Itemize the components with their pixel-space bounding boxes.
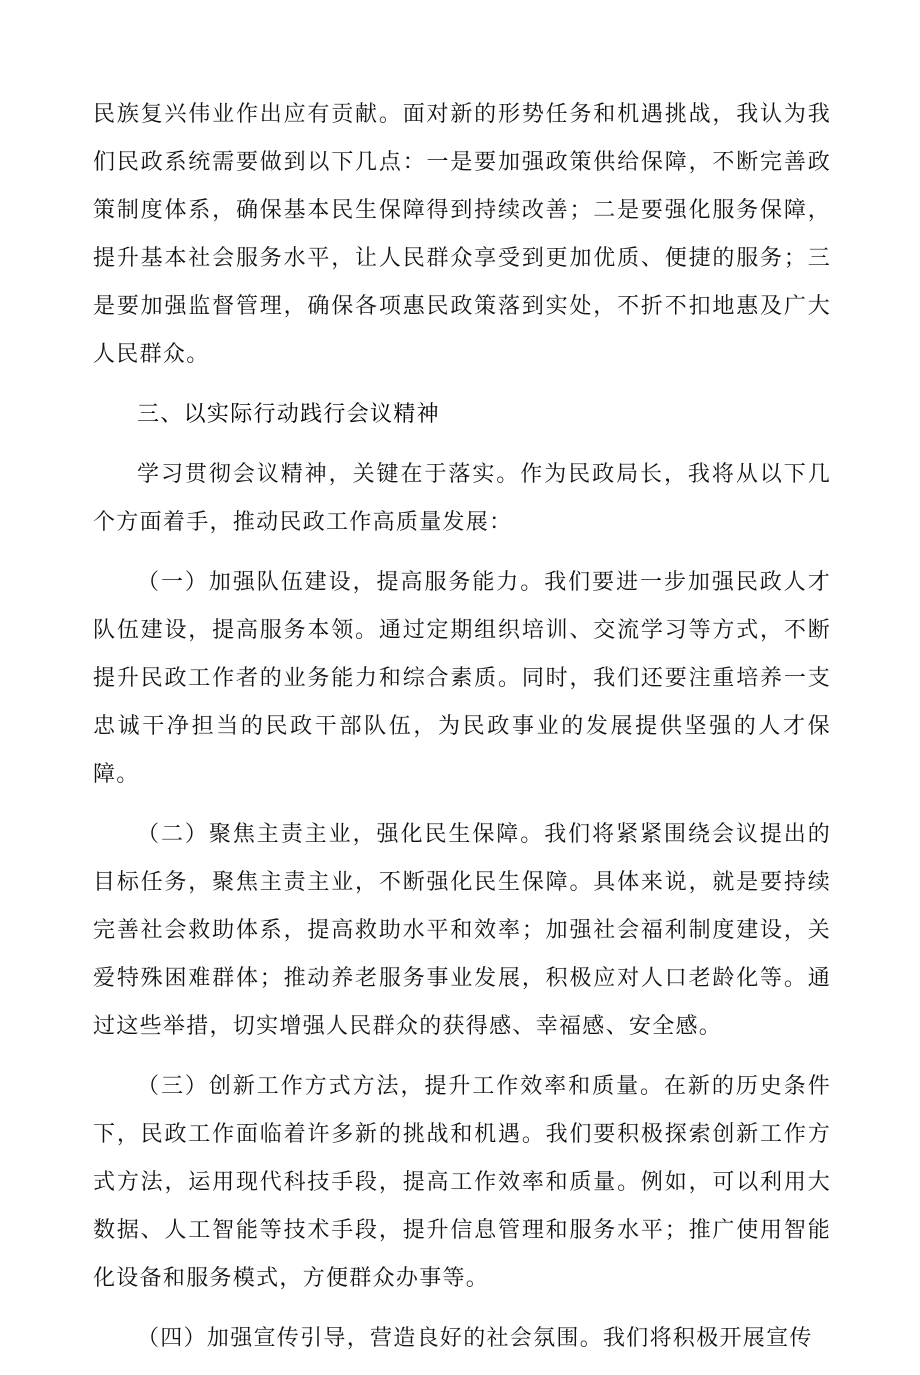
opening-paragraph: 民族复兴伟业作出应有贡献。面对新的形势任务和机遇挑战，我认为我们民政系统需要做到以下几点：一是要加强政策供给保障，不断完善政策制度体系，确保基本民生保障得到持续改善；二是要强化服务保障，提升基本社会服务水平，让人民群众享受到更加优质、便捷的服务；三是要加强监督管理，确保各项惠民政策落到实处，不折不扣地惠及广大人民群众。: [93, 102, 831, 367]
section-heading: 三、以实际行动践行会议精神: [137, 402, 440, 427]
intro-paragraph: 学习贯彻会议精神，关键在于落实。作为民政局长，我将从以下几个方面着手，推动民政工作高质量发展：: [93, 462, 831, 535]
document-body: [93, 91, 831, 1375]
point-1-paragraph: （一）加强队伍建设，提高服务能力。我们要进一步加强民政人才队伍建设，提高服务本领。通过定期组织培训、交流学习等方式，不断提升民政工作者的业务能力和综合素质。同时，我们还要注重培养一支忠诚干净担当的民政干部队伍，为民政事业的发展提供坚强的人才保障。: [93, 570, 831, 787]
point-2-paragraph: （二）聚焦主责主业，强化民生保障。我们将紧紧围绕会议提出的目标任务，聚焦主责主业，不断强化民生保障。具体来说，就是要持续完善社会救助体系，提高救助水平和效率；加强社会福利制度建设，关爱特殊困难群体；推动养老服务事业发展，积极应对人口老龄化等。通过这些举措，切实增强人民群众的获得感、幸福感、安全感。: [93, 822, 831, 1039]
point-4-paragraph: （四）加强宣传引导，营造良好的社会氛围。我们将积极开展宣传: [137, 1326, 813, 1351]
point-3-paragraph: （三）创新工作方式方法，提升工作效率和质量。在新的历史条件下，民政工作面临着许多新的挑战和机遇。我们要积极探索创新工作方式方法，运用现代科技手段，提高工作效率和质量。例如，可以利用大数据、人工智能等技术手段，提升信息管理和服务水平；推广使用智能化设备和服务模式，方便群众办事等。: [93, 1074, 831, 1291]
